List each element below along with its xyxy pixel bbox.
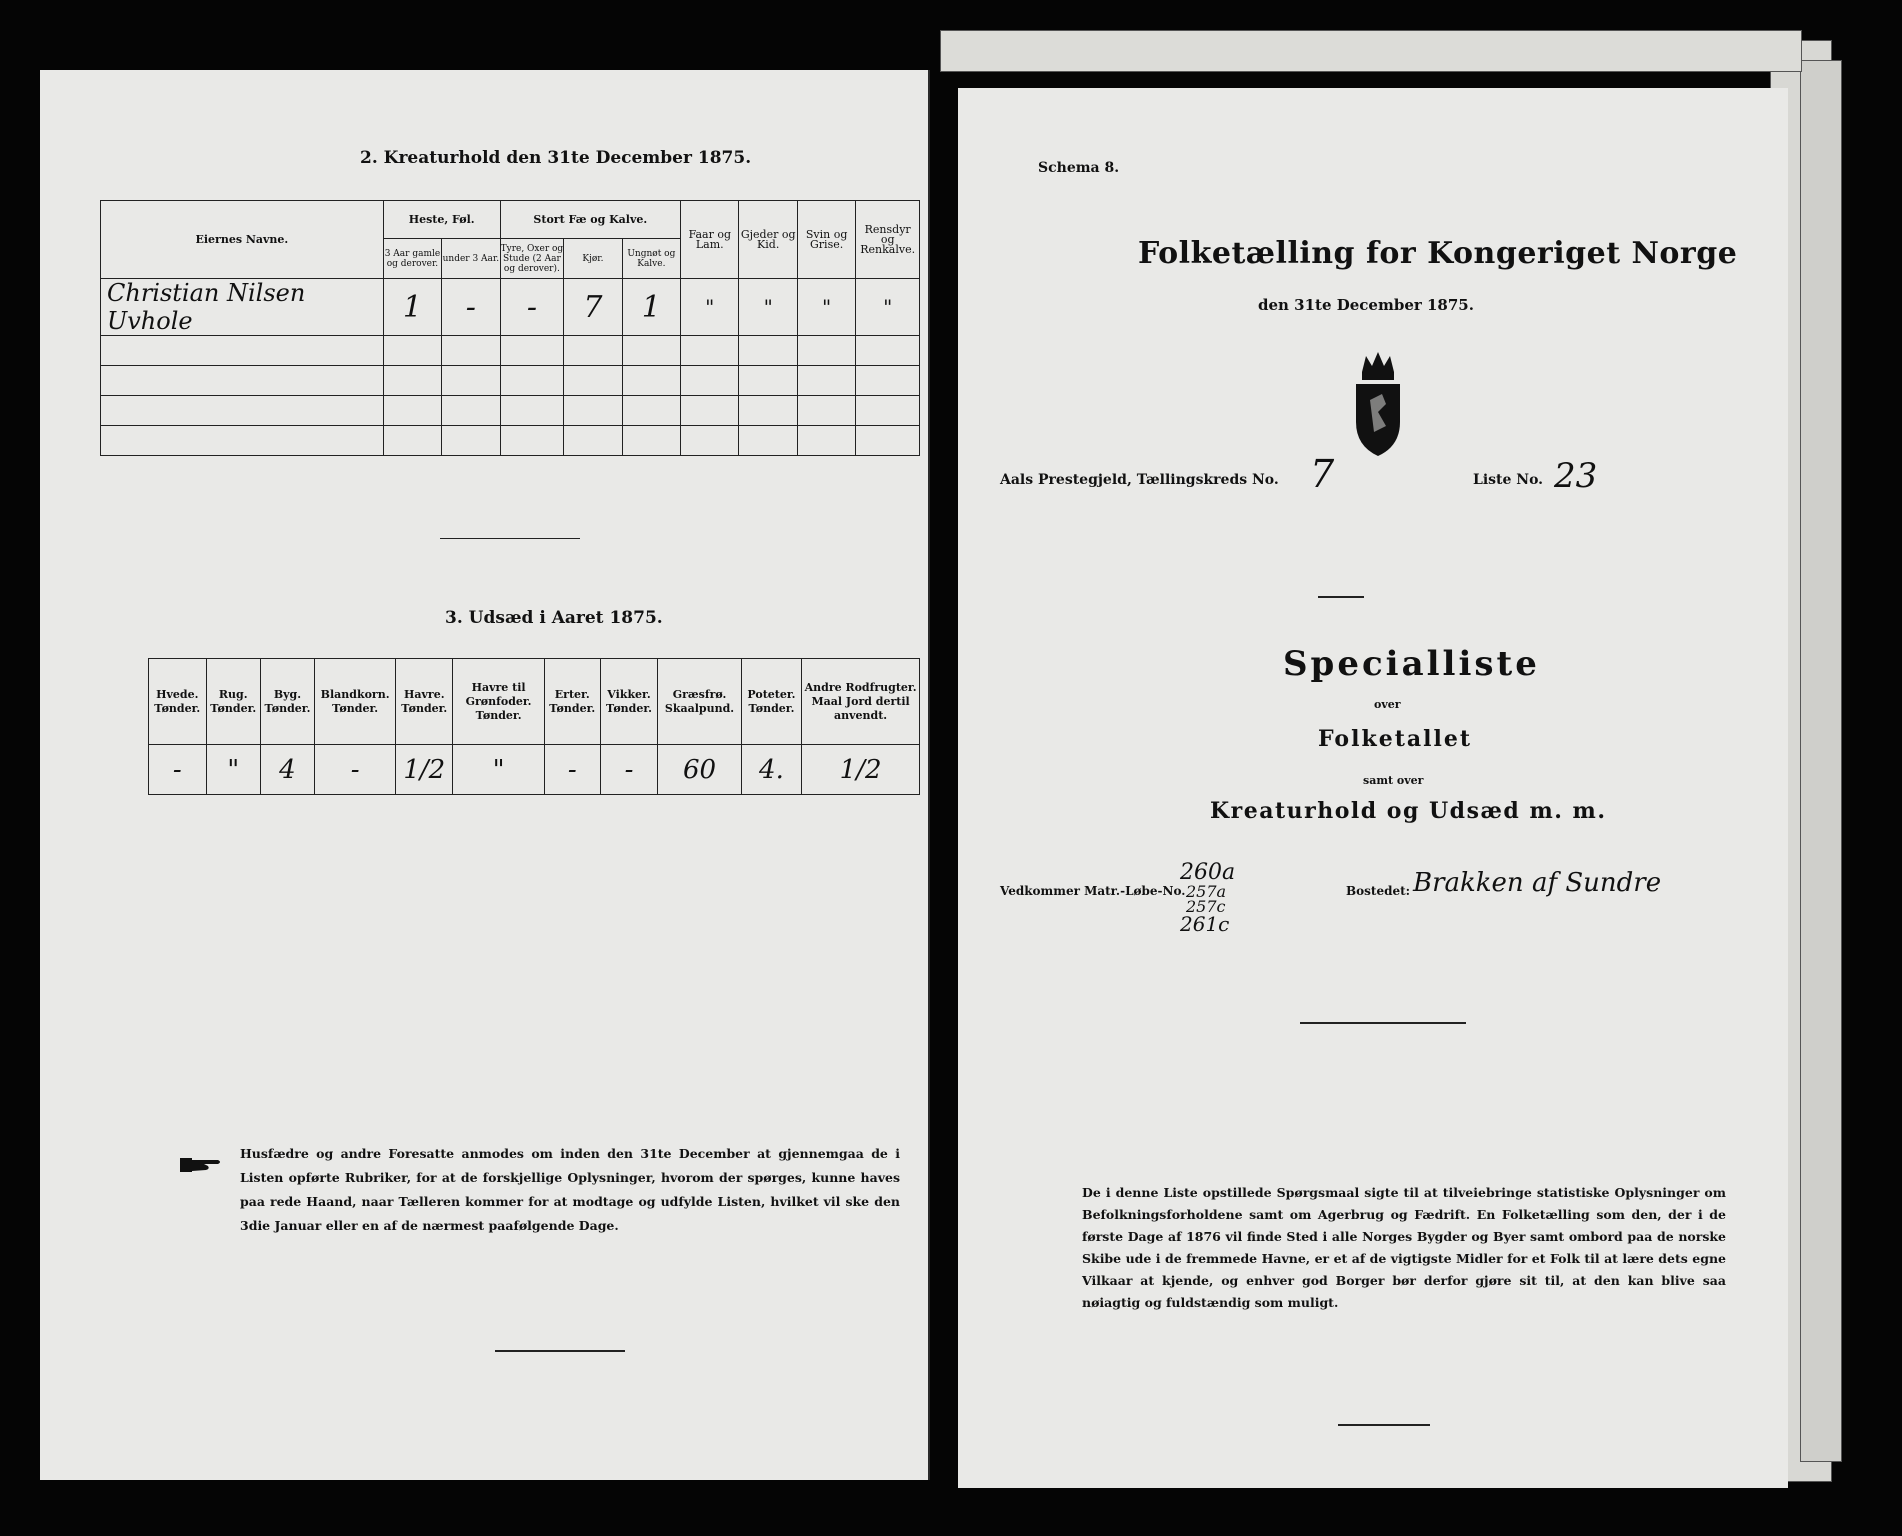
seed-header: Hvede. Tønder. <box>149 659 207 745</box>
schema-label: Schema 8. <box>1038 160 1120 176</box>
seed-header: Blandkorn. Tønder. <box>314 659 395 745</box>
right-page <box>958 88 1788 1488</box>
bostedet-label: Bostedet: <box>1346 884 1411 898</box>
kreaturhold-text: Kreaturhold og Udsæd m. m. <box>1210 798 1607 824</box>
main-title: Folketælling for Kongeriget Norge <box>1138 236 1738 271</box>
seed-value: 60 <box>658 745 741 795</box>
kreds-no: 7 <box>1310 452 1335 496</box>
info-paragraph: De i denne Liste opstillede Spørgsmaal sigte til at tilveiebringe statistiske Oplysninger om Befolkningsforholdene samt om Agerbrug og Fædrift. En Folketælling som den, der i de første Dage af 1876 vil finde Sted i alle Norges Bygder og Byer samt ombord paa de norske Skibe ude i de fremmede Havne, er et af de vigtigste Midler for et Folk til at lære dets egne Vilkaar at kjende, og enhver god Borger bør derfor gjøre sit til, at den kan blive saa nøiagtig og fuldstændig som muligt. <box>1082 1185 1726 1310</box>
samt-over-text: samt over <box>1363 774 1424 787</box>
liste-label: Liste No. <box>1473 472 1544 488</box>
seed-value: - <box>314 745 395 795</box>
seed-value: " <box>206 745 260 795</box>
header-stort: Stort Fæ og Kalve. <box>500 201 680 239</box>
cell-faar: " <box>681 279 739 336</box>
pointing-hand-icon <box>178 1154 224 1176</box>
seed-value: - <box>600 745 658 795</box>
header-gjeder: Gjeder og Kid. <box>739 201 797 279</box>
seed-header: Byg. Tønder. <box>260 659 314 745</box>
cell-heste-a: 1 <box>383 279 441 336</box>
cell-heste-b: - <box>442 279 500 336</box>
census-date: den 31te December 1875. <box>1258 296 1474 314</box>
seed-table <box>148 658 920 795</box>
matr-label: Vedkommer Matr.-Løbe-No. <box>1000 884 1186 898</box>
header-heste-b: under 3 Aar. <box>442 239 500 279</box>
header-stort-c: Ungnøt og Kalve. <box>622 239 680 279</box>
livestock-table <box>100 200 920 456</box>
divider <box>1338 1424 1430 1426</box>
cell-stort-a: - <box>500 279 564 336</box>
over-text: over <box>1374 698 1401 711</box>
matr-value: 260a <box>1180 860 1236 885</box>
page-edge <box>940 30 1802 72</box>
matr-values <box>1180 862 1280 934</box>
seed-value: - <box>544 745 600 795</box>
section3-title: 3. Udsæd i Aaret 1875. <box>445 608 663 628</box>
bostedet-value: Brakken af Sundre <box>1413 868 1662 898</box>
coat-of-arms-icon <box>1348 350 1408 460</box>
seed-value: 1/2 <box>396 745 453 795</box>
seed-value: " <box>453 745 544 795</box>
matr-value: 257c <box>1186 897 1226 916</box>
divider <box>1318 596 1364 598</box>
section2-title: 2. Kreaturhold den 31te December 1875. <box>360 148 752 168</box>
header-heste: Heste, Føl. <box>383 201 500 239</box>
matr-value: 261c <box>1180 912 1230 936</box>
header-owner: Eiernes Navne. <box>101 201 384 279</box>
folketallet-text: Folketallet <box>1318 726 1472 752</box>
header-faar: Faar og Lam. <box>681 201 739 279</box>
left-page <box>40 70 930 1480</box>
seed-header: Poteter. Tønder. <box>741 659 801 745</box>
prestegjeld-label: Aals Prestegjeld, Tællingskreds No. <box>1000 472 1279 488</box>
seed-header: Vikker. Tønder. <box>600 659 658 745</box>
divider <box>1300 1022 1466 1024</box>
cell-stort-c: 1 <box>622 279 680 336</box>
cell-gjeder: " <box>739 279 797 336</box>
seed-header: Andre Rodfrugter. Maal Jord dertil anvendt. <box>802 659 920 745</box>
seed-value: 4. <box>741 745 801 795</box>
divider <box>495 1350 625 1352</box>
cell-rensdyr: " <box>856 279 920 336</box>
page-edge <box>1800 60 1842 1462</box>
seed-value: 4 <box>260 745 314 795</box>
header-svin: Svin og Grise. <box>797 201 855 279</box>
header-stort-a: Tyre, Oxer og Stude (2 Aar og derover). <box>500 239 564 279</box>
liste-no: 23 <box>1554 456 1598 496</box>
cell-stort-b: 7 <box>564 279 622 336</box>
header-heste-a: 3 Aar gamle og derover. <box>383 239 441 279</box>
matr-value: 257a <box>1186 882 1227 901</box>
seed-header: Havre til Grønfoder. Tønder. <box>453 659 544 745</box>
seed-header: Rug. Tønder. <box>206 659 260 745</box>
seed-header: Erter. Tønder. <box>544 659 600 745</box>
cell-svin: " <box>797 279 855 336</box>
owner-name: Christian Nilsen Uvhole <box>101 279 384 336</box>
seed-header: Havre. Tønder. <box>396 659 453 745</box>
header-stort-b: Kjør. <box>564 239 622 279</box>
seed-value: - <box>149 745 207 795</box>
divider <box>440 538 580 539</box>
seed-header: Græsfrø. Skaalpund. <box>658 659 741 745</box>
notice-text: Husfædre og andre Foresatte anmodes om inden den 31te December at gjennemgaa de i Listen opførte Rubriker, for at de forskjellige Oplysninger, hvorom der spørges, kunne haves paa rede Haand, naar Tælleren kommer for at modtage og udfylde Listen, hvilket vil ske den 3die Januar eller en af de nærmest paafølgende Dage. <box>240 1146 900 1233</box>
specialliste-title: Specialliste <box>1283 644 1540 684</box>
header-rensdyr: Rensdyr og Renkalve. <box>856 201 920 279</box>
seed-value: 1/2 <box>802 745 920 795</box>
